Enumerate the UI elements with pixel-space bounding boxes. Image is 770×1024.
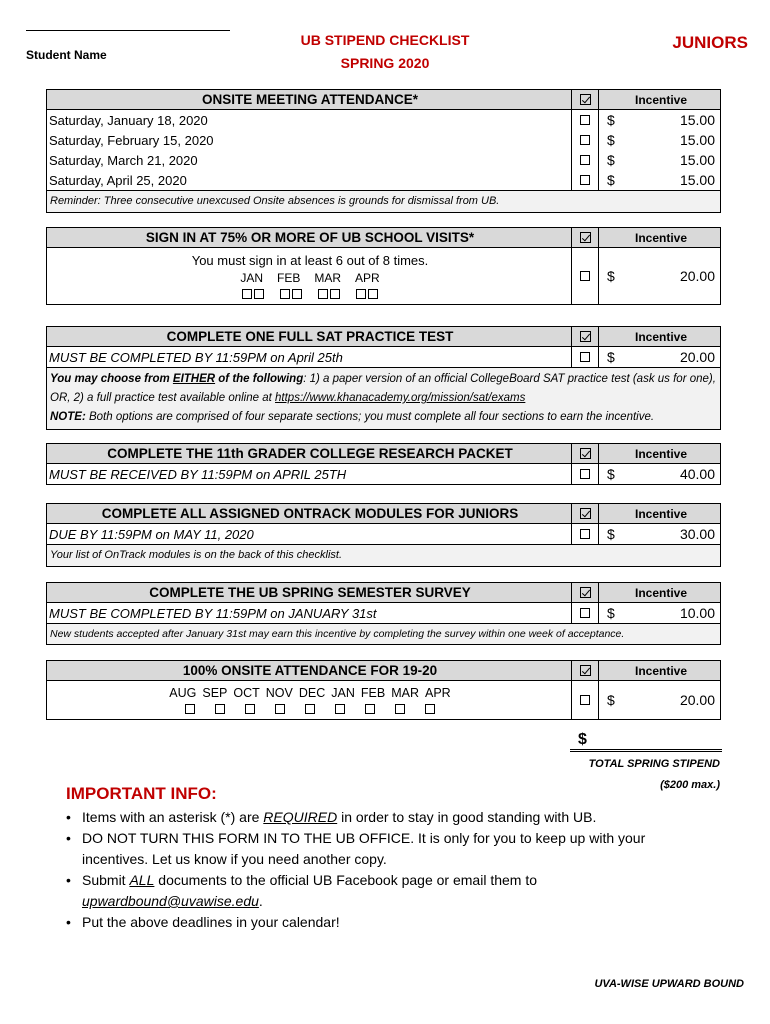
- deadline-row: MUST BE COMPLETED BY 11:59PM on April 25th $ 20.00: [49, 349, 715, 365]
- section-note: Reminder: Three consecutive unexcused Onsite absences is grounds for dismissal from UB.: [47, 190, 720, 212]
- checkbox-icon[interactable]: [280, 289, 290, 299]
- section-title: ONSITE MEETING ATTENDANCE*: [47, 90, 572, 109]
- amount: 20.00: [679, 692, 715, 708]
- month-label: NOV: [265, 686, 293, 700]
- section-header: [47, 444, 720, 464]
- student-name-label: Student Name: [26, 48, 107, 62]
- section-title: COMPLETE THE 11th GRADER COLLEGE RESEARCH PACKET: [47, 444, 572, 463]
- student-name-line[interactable]: [26, 30, 230, 31]
- checkbox-icon[interactable]: [425, 704, 435, 714]
- survey-section: [46, 582, 721, 645]
- total-label: TOTAL SPRING STIPEND ($200 max.): [560, 754, 720, 796]
- amount: 15.00: [679, 152, 715, 168]
- checkbox-icon[interactable]: [580, 695, 590, 705]
- onsite-row: Saturday, February 15, 2020 $ 15.00: [49, 132, 715, 148]
- total-max: ($200 max.): [660, 778, 720, 791]
- deadline-row: DUE BY 11:59PM on MAY 11, 2020 $ 30.00: [49, 526, 715, 542]
- row-label: Saturday, March 21, 2020: [47, 150, 572, 170]
- checkbox-icon[interactable]: [580, 135, 590, 145]
- instruction-text: You must sign in at least 6 out of 8 times.: [191, 253, 429, 268]
- page-subtitle: SPRING 2020: [340, 55, 430, 71]
- checkbox-icon[interactable]: [365, 704, 375, 714]
- checked-box-icon: [580, 94, 591, 105]
- total-dollar-sign: $: [578, 731, 587, 748]
- amount: 20.00: [679, 268, 715, 284]
- checkbox-icon[interactable]: [395, 704, 405, 714]
- footer-org-name: UVA-WISE UPWARD BOUND: [594, 978, 744, 990]
- deadline-row: MUST BE RECEIVED BY 11:59PM on APRIL 25TH $ 40.00: [49, 466, 715, 482]
- list-item: • DO NOT TURN THIS FORM IN TO THE UB OFFICE. It is only for you to keep up with your incentives. Let us know if you need another copy.: [64, 828, 684, 870]
- section-note: You may choose from EITHER of the following: 1) a paper version of an official CollegeBoard SAT practice test (ask us for one), OR, 2) a full practice test available online at https://www.khanacademy.org/mission/sat/exams NOTE: Both options are comprised of four separate sections; you must complete all four sections to earn the incentive.: [47, 367, 720, 429]
- amount: 30.00: [679, 526, 715, 542]
- email-link[interactable]: upwardbound@uvawise.edu: [82, 893, 259, 909]
- list-item: • Items with an asterisk (*) are REQUIRED in order to stay in good standing with UB.: [64, 807, 684, 828]
- checkbox-icon[interactable]: [580, 469, 590, 479]
- important-heading: IMPORTANT INFO:: [66, 784, 217, 803]
- checkbox-icon[interactable]: [292, 289, 302, 299]
- grade-label: JUNIORS: [672, 33, 748, 52]
- checkbox-icon[interactable]: [330, 289, 340, 299]
- attendance-row: AUG SEP OCT NOV DEC JAN FEB MAR APR $ 20.00: [47, 681, 720, 719]
- checkbox-icon[interactable]: [254, 289, 264, 299]
- school-visits-section: [46, 227, 721, 305]
- month-label: AUG: [169, 686, 197, 700]
- incentive-header: Incentive: [634, 92, 688, 107]
- month-label: JAN: [331, 686, 355, 700]
- checkbox-icon[interactable]: [580, 175, 590, 185]
- deadline-text: DUE BY 11:59PM on MAY 11, 2020: [47, 524, 572, 544]
- incentive-header: Incentive: [634, 663, 688, 678]
- section-header: [47, 90, 720, 110]
- research-packet-section: [46, 443, 721, 485]
- section-note: Your list of OnTrack modules is on the back of this checklist.: [47, 544, 720, 566]
- incentive-header: Incentive: [634, 329, 688, 344]
- section-header: [47, 504, 720, 524]
- checkbox-icon[interactable]: [242, 289, 252, 299]
- row-label: Saturday, February 15, 2020: [47, 130, 572, 150]
- section-title: SIGN IN AT 75% OR MORE OF UB SCHOOL VISITS*: [47, 228, 572, 247]
- section-note: New students accepted after January 31st may earn this incentive by completing the survey within one week of acceptance.: [47, 623, 720, 644]
- incentive-header: Incentive: [634, 446, 688, 461]
- checkbox-icon[interactable]: [356, 289, 366, 299]
- section-title: COMPLETE ONE FULL SAT PRACTICE TEST: [47, 327, 572, 346]
- checkbox-icon[interactable]: [185, 704, 195, 714]
- onsite-row: Saturday, April 25, 2020 $ 15.00: [49, 172, 715, 188]
- checked-box-icon: [580, 448, 591, 459]
- list-item: • Put the above deadlines in your calendar!: [64, 912, 684, 933]
- section-header: [47, 661, 720, 681]
- checkbox-icon[interactable]: [580, 271, 590, 281]
- total-input-line[interactable]: [570, 749, 722, 752]
- month-label: FEB: [360, 686, 386, 700]
- attendance-section: [46, 660, 721, 720]
- deadline-text: MUST BE RECEIVED BY 11:59PM on APRIL 25TH: [47, 464, 572, 484]
- incentive-header: Incentive: [634, 506, 688, 521]
- month-label: DEC: [298, 686, 326, 700]
- month-label: JAN: [240, 271, 263, 285]
- list-item: • Submit ALL documents to the official UB Facebook page or email them to upwardbound@uvawise.edu.: [64, 870, 684, 912]
- month-label: FEB: [276, 271, 301, 285]
- row-label: Saturday, January 18, 2020: [47, 110, 572, 130]
- amount: 15.00: [679, 112, 715, 128]
- amount: 10.00: [679, 605, 715, 621]
- checkbox-icon[interactable]: [368, 289, 378, 299]
- checkbox-icon[interactable]: [580, 352, 590, 362]
- checkbox-icon[interactable]: [318, 289, 328, 299]
- checkbox-icon[interactable]: [335, 704, 345, 714]
- checkbox-icon[interactable]: [305, 704, 315, 714]
- amount: 40.00: [679, 466, 715, 482]
- checkbox-icon[interactable]: [580, 115, 590, 125]
- month-label: MAR: [391, 686, 419, 700]
- section-title: COMPLETE THE UB SPRING SEMESTER SURVEY: [47, 583, 572, 602]
- month-label: APR: [425, 686, 451, 700]
- month-label: APR: [355, 271, 380, 285]
- checked-box-icon: [580, 331, 591, 342]
- checkbox-icon[interactable]: [275, 704, 285, 714]
- incentive-header: Incentive: [634, 230, 688, 245]
- checked-box-icon: [580, 232, 591, 243]
- onsite-row: Saturday, January 18, 2020 $ 15.00: [49, 112, 715, 128]
- month-label: MAR: [314, 271, 341, 285]
- ontrack-section: [46, 503, 721, 567]
- checked-box-icon: [580, 587, 591, 598]
- row-label: Saturday, April 25, 2020: [47, 170, 572, 190]
- section-title: COMPLETE ALL ASSIGNED ONTRACK MODULES FOR JUNIORS: [47, 504, 572, 523]
- khan-academy-link[interactable]: https://www.khanacademy.org/mission/sat/exams: [275, 392, 526, 404]
- section-header: [47, 583, 720, 603]
- amount: 15.00: [679, 132, 715, 148]
- month-label: SEP: [202, 686, 228, 700]
- checkbox-icon[interactable]: [580, 608, 590, 618]
- checkbox-icon[interactable]: [215, 704, 225, 714]
- section-header: [47, 327, 720, 347]
- sat-section: [46, 326, 721, 430]
- deadline-row: MUST BE COMPLETED BY 11:59PM on JANUARY 31st $ 10.00: [49, 605, 715, 621]
- deadline-text: MUST BE COMPLETED BY 11:59PM on April 25th: [47, 347, 572, 367]
- important-list: [64, 807, 684, 933]
- checkbox-icon[interactable]: [580, 155, 590, 165]
- deadline-text: MUST BE COMPLETED BY 11:59PM on JANUARY 31st: [47, 603, 572, 623]
- incentive-header: Incentive: [634, 585, 688, 600]
- school-visits-row: You must sign in at least 6 out of 8 times. JAN FEB MAR APR $ 20.00: [47, 248, 720, 304]
- checked-box-icon: [580, 508, 591, 519]
- onsite-section: [46, 89, 721, 213]
- month-label: OCT: [233, 686, 260, 700]
- section-header: [47, 228, 720, 248]
- checked-box-icon: [580, 665, 591, 676]
- checkbox-icon[interactable]: [245, 704, 255, 714]
- amount: 15.00: [679, 172, 715, 188]
- section-title: 100% ONSITE ATTENDANCE FOR 19-20: [47, 661, 572, 680]
- page-title: UB STIPEND CHECKLIST: [300, 32, 470, 48]
- checkbox-icon[interactable]: [580, 529, 590, 539]
- onsite-row: Saturday, March 21, 2020 $ 15.00: [49, 152, 715, 168]
- amount: 20.00: [679, 349, 715, 365]
